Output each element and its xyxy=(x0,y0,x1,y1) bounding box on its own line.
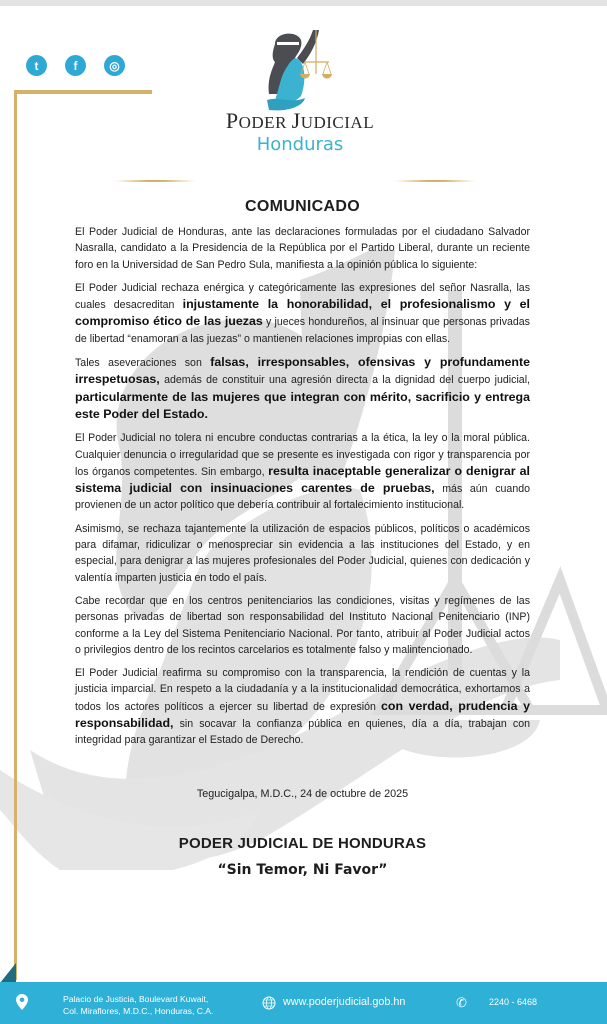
body-text: más aún cuando provienen de un actor político que debería contribuir al fortalecimiento institucional. xyxy=(75,483,530,512)
emphasis-text: resulta inaceptable generalizar o denigrar al sistema judicial con insinuaciones carentes de pruebas, xyxy=(75,463,530,496)
phone-icon: ✆ xyxy=(456,995,467,1010)
emphasis-text: injustamente la honorabilidad, el profesionalismo y el compromiso ético de las juezas xyxy=(75,297,531,329)
paragraph xyxy=(75,665,530,748)
document-heading: COMUNICADO xyxy=(245,198,360,215)
gold-frame-left xyxy=(14,90,17,980)
paragraph xyxy=(75,521,530,586)
location-pin-icon xyxy=(16,994,28,1010)
paragraph xyxy=(75,224,530,273)
body-text: Tales aseveraciones son xyxy=(75,357,211,370)
paragraph xyxy=(75,430,530,513)
body-text: El Poder Judicial reafirma su compromiso con la transparencia, la rendición de cuentas y la justicia imparcial. En respeto a la ciudadanía y a la institucionalidad democrática, exhortamos a todos los actores políticos a ejercer su libertad de expresión xyxy=(75,667,530,713)
address-line-1: Palacio de Justicia, Boulevard Kuwait, xyxy=(63,994,209,1004)
logo-scale-pan-right xyxy=(322,74,332,79)
logo-title xyxy=(200,110,400,134)
gold-divider-left xyxy=(115,180,195,182)
body-text: y jueces hondureños, al insinuar que personas privadas de libertad “enamoran a las juezas” o mantienen relaciones impropias con ellas. xyxy=(75,316,530,345)
facebook-icon[interactable]: f xyxy=(65,55,86,76)
corner-accent xyxy=(0,963,16,983)
lady-justice-icon xyxy=(245,24,355,112)
social-links xyxy=(26,55,125,76)
top-bar xyxy=(0,0,607,6)
logo-title-rest-2: UDICIAL xyxy=(300,113,375,132)
emphasis-text: con verdad, prudencia y responsabilidad, xyxy=(75,698,530,731)
body-text: Cabe recordar que en los centros penitenciarios las condiciones, visitas y regímenes de las personas privadas de libertad son responsabilidad del Instituto Nacional Penitenciario (INP) conforme a la Ley del Sistema Penitenciario Nacional. Por tanto, atribuir al Poder Judicial actos o privilegios dentro de los recintos carcelarios es totalmente falso y malintencionado. xyxy=(75,594,530,656)
website-link[interactable]: www.poderjudicial.gob.hn xyxy=(283,996,406,1008)
globe-icon xyxy=(262,996,276,1010)
institution-logo xyxy=(200,24,400,159)
communique-body xyxy=(75,198,530,756)
logo-blindfold xyxy=(277,42,299,45)
signature-title: PODER JUDICIAL DE HONDURAS xyxy=(178,835,427,852)
paragraph xyxy=(75,593,530,658)
address-line-2: Col. Miraflores, M.D.C., Honduras, C.A. xyxy=(63,1006,214,1016)
paragraph xyxy=(75,280,530,347)
logo-scale-string-right xyxy=(323,62,327,74)
body-text: además de constituir una agresión directa a la dignidad del cuerpo judicial, xyxy=(159,374,530,387)
motto: “Sin Temor, Ni Favor” xyxy=(217,862,388,878)
gold-divider-right xyxy=(395,180,475,182)
body-text: El Poder Judicial rechaza enérgica y categóricamente las expresiones del señor Nasralla, las cuales desacreditan xyxy=(75,281,530,312)
paragraph xyxy=(75,354,530,423)
logo-subtitle: Honduras xyxy=(256,134,344,155)
footer-bar xyxy=(0,982,607,1024)
logo-title-initial-1: P xyxy=(225,108,239,133)
logo-scale-string-left2 xyxy=(305,62,309,74)
place-date: Tegucigalpa, M.D.C., 24 de octubre de 2025 xyxy=(196,788,409,800)
body-text: Asimismo, se rechaza tajantemente la utilización de espacios públicos, políticos o académicos para difamar, ridiculizar o menospreciar sin evidencia a las instituciones del Estado, y en especial, para denigrar a las mujeres profesionales del Poder Judicial, quienes con dedicación y valentía imparten justicia en todo el país. xyxy=(75,522,530,584)
twitter-icon[interactable]: t xyxy=(26,55,47,76)
footer-address xyxy=(63,993,213,1017)
emphasis-text: falsas, irresponsables, ofensivas y profundamente irrespetuosas, xyxy=(75,355,530,387)
body-text: El Poder Judicial no tolera ni encubre conductas contrarias a la ética, la ley o la moral pública. Cualquier denuncia o irregularidad que se presente es investigada con rigor y transparencia por los órganos competentes. Sin embargo, xyxy=(75,432,530,478)
logo-title-initial-2: J xyxy=(291,108,301,133)
body-text: El Poder Judicial de Honduras, ante las declaraciones formuladas por el ciudadano Salvador Nasralla, candidato a la Presidencia de la República por el Partido Liberal, durante un reciente foro en la Universidad de San Pedro Sula, manifiesta a la opinión pública lo siguiente: xyxy=(75,226,530,271)
logo-title-rest-1: ODER xyxy=(238,113,292,132)
logo-scale-string-right2 xyxy=(327,62,331,74)
paragraphs xyxy=(75,224,530,749)
instagram-icon[interactable]: ◎ xyxy=(104,55,125,76)
body-text: sin socavar la confianza pública en quienes, día a día, trabajan con integridad para garantizar el Estado de Derecho. xyxy=(75,718,530,747)
phone-number: 2240 - 6468 xyxy=(489,997,538,1007)
gold-frame-top xyxy=(14,90,152,94)
emphasis-text: particularmente de las mujeres que integran con mérito, sacrificio y entrega este Poder del Estado. xyxy=(75,389,530,421)
